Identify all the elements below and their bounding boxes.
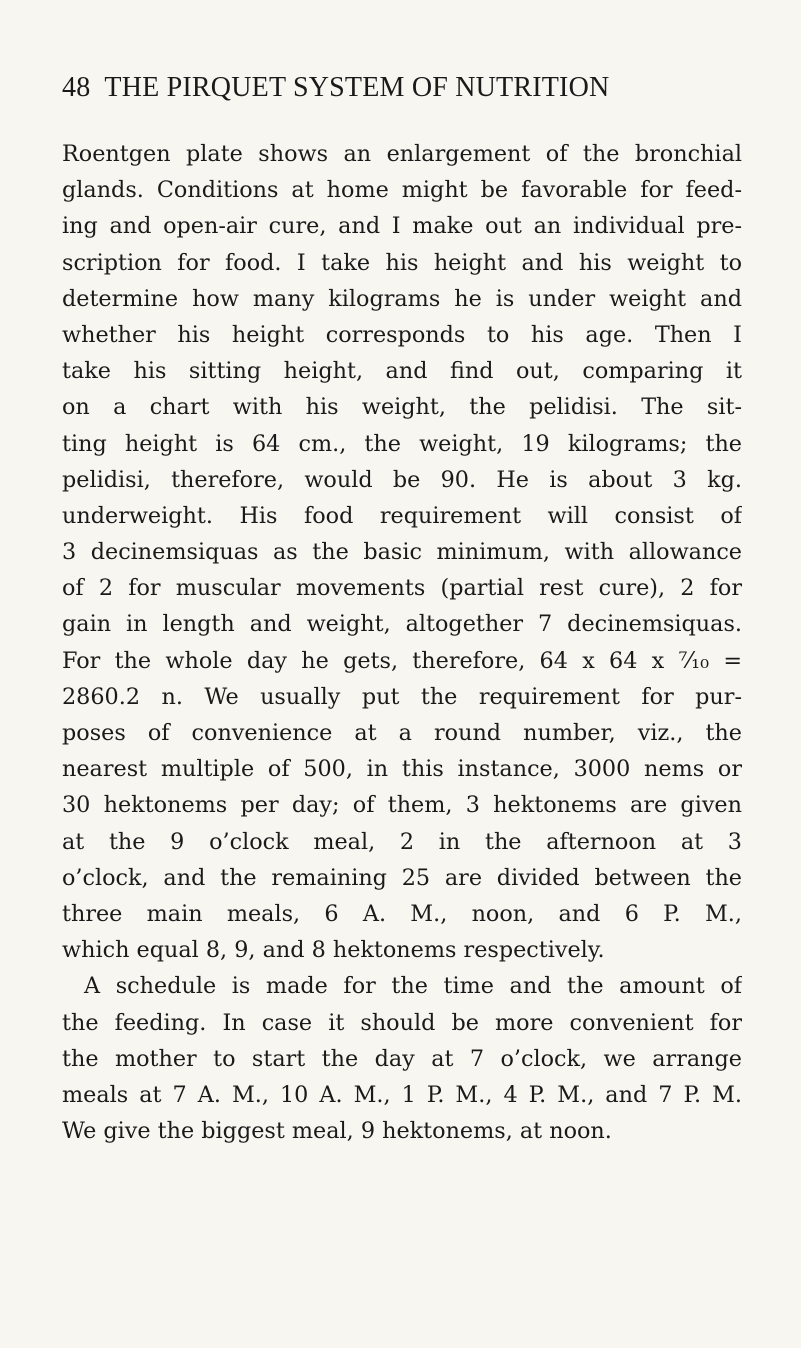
text-line: pelidisi, therefore, would be 90. He is about 3 kg. xyxy=(62,466,742,493)
text-line: meals at 7 A. M., 10 A. M., 1 P. M., 4 P. M., and 7 P. M. xyxy=(62,1081,742,1108)
text-line: glands. Conditions at home might be favorable for feed- xyxy=(62,177,742,204)
text-line: Roentgen plate shows an enlargement of the bronchial xyxy=(62,141,742,167)
text-line: 2860.2 n. We usually put the requirement for pur- xyxy=(62,683,742,710)
text-line: at the 9 o’clock meal, 2 in the afternoon at 3 xyxy=(62,828,742,855)
text-line: 3 decinemsiquas as the basic minimum, with allowance xyxy=(62,539,742,566)
text-line: o’clock, and the remaining 25 are divided between the xyxy=(62,864,742,891)
text-line: poses of convenience at a round number, viz., the xyxy=(62,720,742,746)
page-number: 48 xyxy=(62,72,91,103)
text-line: nearest multiple of 500, in this instance, 3000 nems or xyxy=(62,756,742,783)
text-line: 30 hektonems per day; of them, 3 hektonems are given xyxy=(62,792,742,819)
text-line: which equal 8, 9, and 8 hektonems respectively. xyxy=(62,937,605,964)
text-line: A schedule is made for the time and the amount of xyxy=(84,973,742,1000)
text-line: We give the biggest meal, 9 hektonems, at noon. xyxy=(62,1118,612,1145)
running-head xyxy=(62,72,742,104)
text-line: ting height is 64 cm., the weight, 19 kilograms; the xyxy=(62,430,742,457)
text-line: the mother to start the day at 7 o’clock, we arrange xyxy=(62,1045,742,1072)
text-line: the feeding. In case it should be more convenient for xyxy=(62,1009,742,1036)
text-line: three main meals, 6 A. M., noon, and 6 P. M., xyxy=(62,900,742,927)
text-line: underweight. His food requirement will consist of xyxy=(62,502,742,529)
text-line: gain in length and weight, altogether 7 decinemsiquas. xyxy=(62,611,742,638)
text-line: determine how many kilograms he is under weight and xyxy=(62,285,742,312)
paragraph-2 xyxy=(62,968,742,1149)
text-line: on a chart with his weight, the pelidisi. The sit- xyxy=(62,394,742,421)
text-line: take his sitting height, and find out, comparing it xyxy=(62,358,742,385)
text-line: For the whole day he gets, therefore, 64 x 64 x ⁷⁄₁₀ = xyxy=(62,647,742,674)
text-line: whether his height corresponds to his age. Then I xyxy=(62,321,742,348)
text-line: scription for food. I take his height and his weight to xyxy=(62,249,742,276)
body-text xyxy=(62,136,742,1149)
text-line: ing and open-air cure, and I make out an individual pre- xyxy=(62,213,742,240)
paragraph-1 xyxy=(62,136,742,968)
text-line: of 2 for muscular movements (partial rest cure), 2 for xyxy=(62,575,742,602)
running-title: THE PIRQUET SYSTEM OF NUTRITION xyxy=(104,72,610,103)
